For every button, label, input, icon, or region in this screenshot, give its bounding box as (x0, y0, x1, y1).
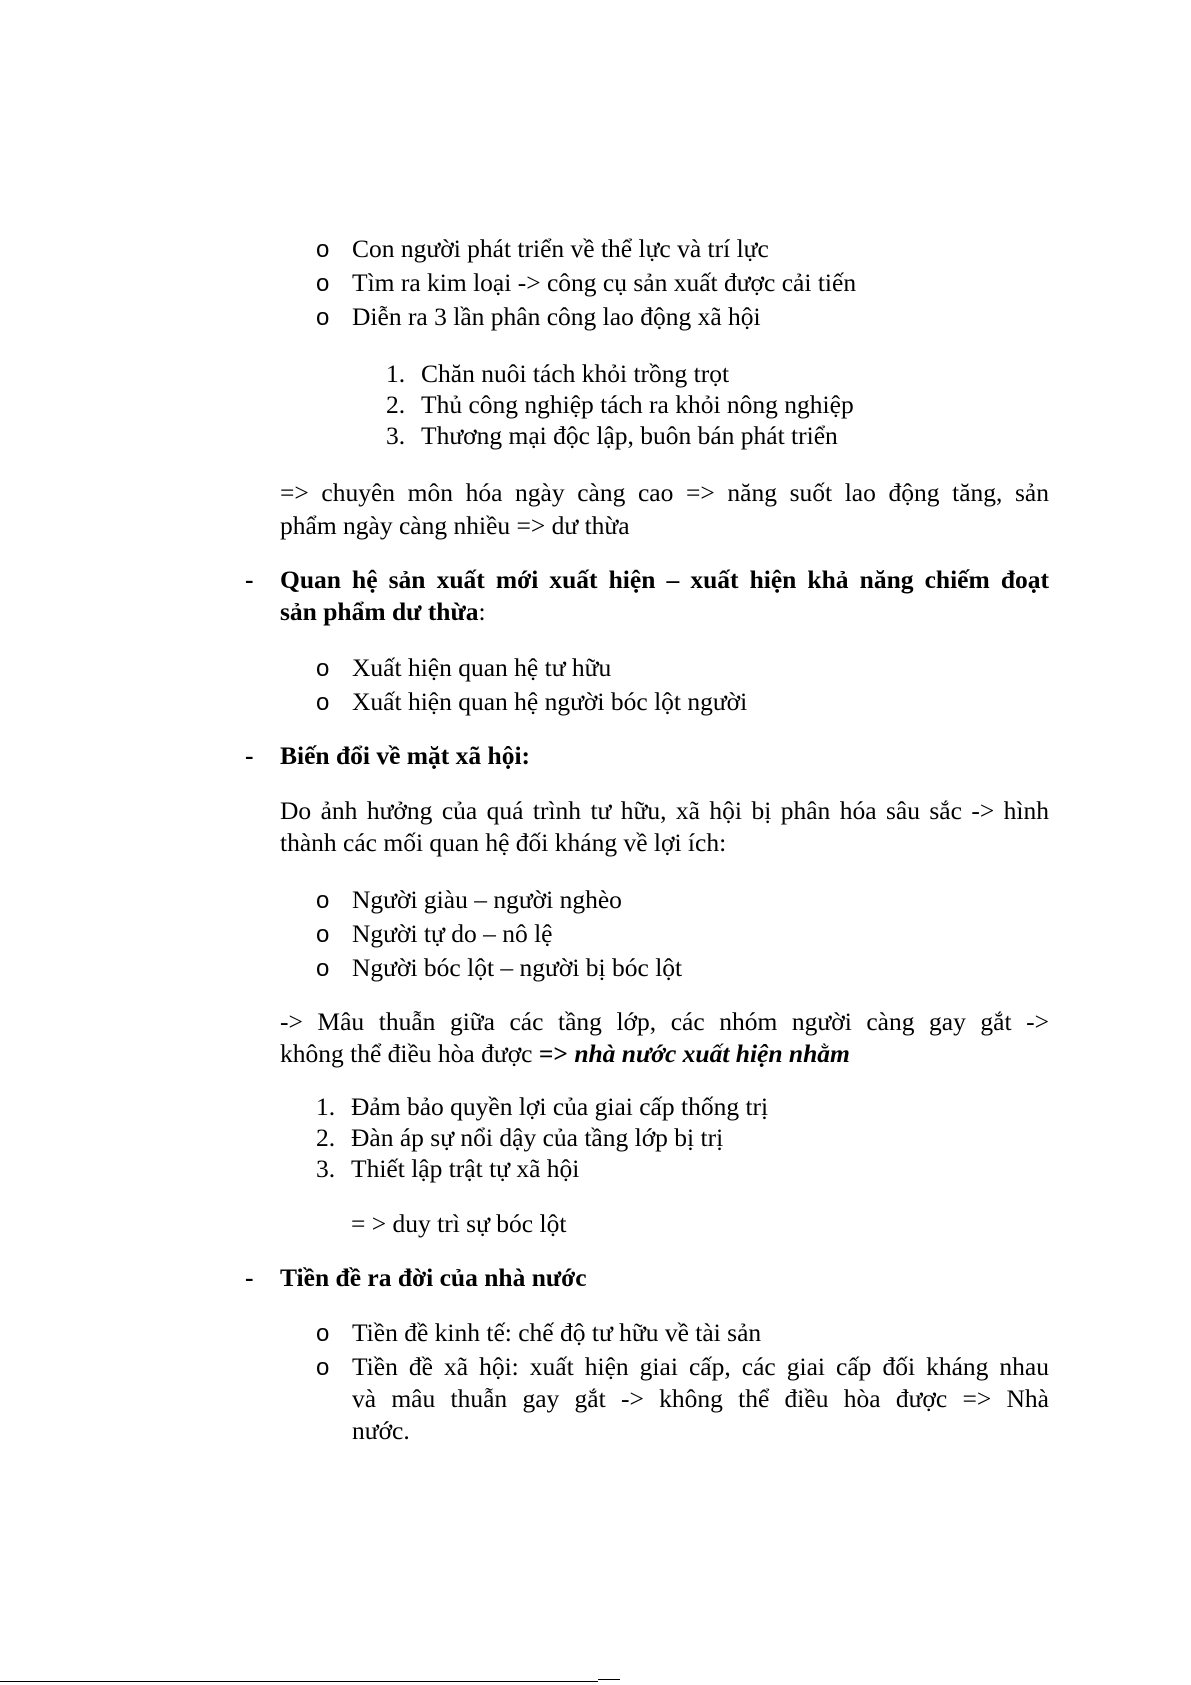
footer-divider (598, 1679, 620, 1680)
section-dash: - (245, 565, 254, 594)
bullet-marker: o (316, 270, 330, 297)
list-item: Đàn áp sự nổi dậy của tầng lớp bị trị (351, 1123, 724, 1152)
list-item: Người giàu – người nghèo (352, 885, 622, 914)
list-item: Tìm ra kim loại -> công cụ sản xuất được cải tiến (352, 268, 857, 297)
bullet-marker: o (316, 304, 330, 331)
list-item: Người bóc lột – người bị bóc lột (352, 953, 683, 982)
conclusion-line: => chuyên môn hóa ngày càng cao => năng suốt lao động tăng, sản (280, 478, 1049, 507)
conclusion-arrow: => (538, 1039, 575, 1068)
conclusion-emphasis: nhà nước xuất hiện nhằm (574, 1039, 850, 1068)
list-item: Con người phát triển về thể lực và trí lực (352, 234, 769, 263)
section-heading: Biến đổi về mặt xã hội: (280, 741, 531, 770)
list-item: Tiền đề kinh tế: chế độ tư hữu về tài sản (352, 1318, 762, 1347)
list-item: Chăn nuôi tách khỏi trồng trọt (421, 359, 730, 388)
footer-divider (0, 1681, 598, 1682)
list-item: Đảm bảo quyền lợi của giai cấp thống trị (351, 1092, 769, 1121)
list-number: 2. (386, 390, 406, 419)
section-dash: - (245, 741, 254, 770)
section-heading: Tiền đề ra đời của nhà nước (280, 1263, 587, 1292)
paragraph-line: Do ảnh hưởng của quá trình tư hữu, xã hội bị phân hóa sâu sắc -> hình (280, 796, 1049, 825)
bullet-marker: o (316, 655, 330, 682)
list-item: Thủ công nghiệp tách ra khỏi nông nghiệp (421, 390, 854, 419)
list-item: Xuất hiện quan hệ người bóc lột người (352, 687, 748, 716)
bullet-marker: o (316, 236, 330, 263)
list-number: 1. (386, 359, 406, 388)
list-item: và mâu thuẫn gay gắt -> không thể điều hòa được => Nhà (352, 1384, 1049, 1413)
list-number: 3. (386, 421, 406, 450)
bullet-marker: o (316, 955, 330, 982)
result-line: = > duy trì sự bóc lột (351, 1209, 567, 1238)
section-heading: Quan hệ sản xuất mới xuất hiện – xuất hiện khả năng chiếm đoạt (280, 565, 1049, 594)
list-item: Người tự do – nô lệ (352, 919, 553, 948)
bullet-marker: o (316, 1354, 330, 1381)
list-number: 2. (316, 1123, 336, 1152)
bullet-marker: o (316, 921, 330, 948)
list-item: Xuất hiện quan hệ tư hữu (352, 653, 612, 682)
paragraph-line: thành các mối quan hệ đối kháng về lợi ích: (280, 828, 727, 857)
bullet-marker: o (316, 689, 330, 716)
conclusion-line: phẩm ngày càng nhiều => dư thừa (280, 511, 630, 540)
list-number: 1. (316, 1092, 336, 1121)
heading-colon: : (478, 597, 486, 626)
section-dash: - (245, 1263, 254, 1292)
conclusion-text: không thể điều hòa được (280, 1039, 539, 1068)
section-heading (280, 596, 486, 628)
list-number: 3. (316, 1154, 336, 1183)
list-item: Thương mại độc lập, buôn bán phát triển (421, 421, 838, 450)
list-item: Tiền đề xã hội: xuất hiện giai cấp, các giai cấp đối kháng nhau (352, 1352, 1049, 1381)
section-heading-text: sản phẩm dư thừa (280, 597, 479, 626)
bullet-marker: o (316, 887, 330, 914)
bullet-marker: o (316, 1320, 330, 1347)
conclusion-line (280, 1038, 850, 1070)
list-item: Thiết lập trật tự xã hội (351, 1154, 580, 1183)
list-item: Diễn ra 3 lần phân công lao động xã hội (352, 302, 761, 331)
conclusion-line: -> Mâu thuẫn giữa các tầng lớp, các nhóm người càng gay gắt -> (280, 1007, 1049, 1036)
list-item: nước. (352, 1416, 410, 1445)
